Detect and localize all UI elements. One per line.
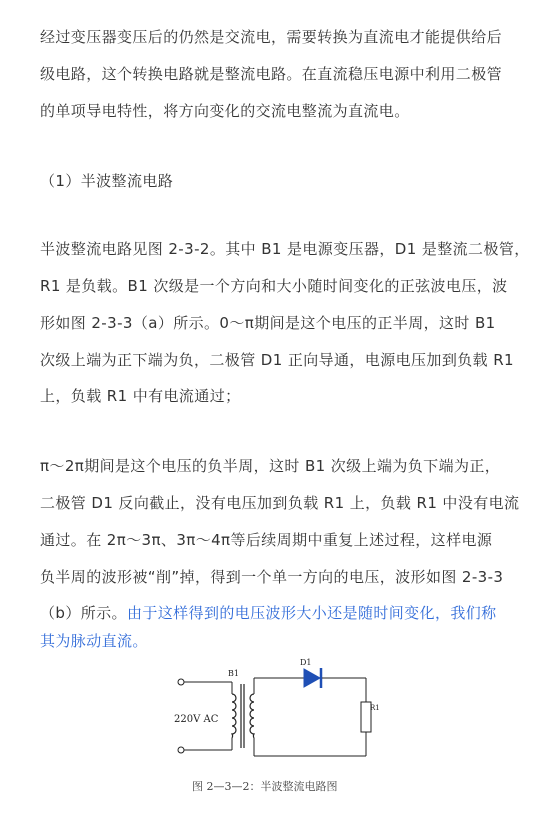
- input-terminal-top: [178, 679, 184, 685]
- secondary-coil: [250, 694, 254, 738]
- highlight-text: 由于这样得到的电压波形大小还是随时间变化，我们称: [126, 604, 497, 622]
- para2-line-1: π～2π期间是这个电压的负半周，这时 B1 次级上端为负下端为正，: [40, 457, 501, 475]
- figure-caption: 图 2—3—2：半波整流电路图: [192, 780, 338, 793]
- d1-label: D1: [300, 658, 312, 667]
- para2-line-4: 负半周的波形被“削”掉，得到一个单一方向的电压，波形如图 2-3-3: [40, 568, 504, 586]
- para2-line-2: 二极管 D1 反向截止，没有电压加到负载 R1 上，负载 R1 中没有电流: [40, 494, 520, 512]
- b1-label: B1: [228, 669, 239, 678]
- input-terminal-bottom: [178, 747, 184, 753]
- para1-line-3: 形如图 2-3-3（a）所示。0～π期间是这个电压的正半周，这时 B1: [40, 314, 496, 332]
- para1-line-5: 上，负载 R1 中有电流通过；: [40, 387, 241, 405]
- intro-line-2: 级电路，这个转换电路就是整流电路。在直流稳压电源中利用二极管: [40, 65, 503, 83]
- para2-line-6-highlight: 其为脉动直流。: [40, 632, 148, 650]
- intro-line-1: 经过变压器变压后的仍然是交流电，需要转换为直流电才能提供给后: [40, 28, 503, 46]
- para2-line-5-text: （b）所示。: [40, 604, 127, 622]
- para1-line-2: R1 是负载。B1 次级是一个方向和大小随时间变化的正弦波电压，波: [40, 277, 508, 295]
- r1-label: R1: [370, 704, 380, 712]
- ac-source-label: 220V AC: [174, 714, 219, 725]
- intro-line-3: 的单项导电特性，将方向变化的交流电整流为直流电。: [40, 102, 410, 120]
- diode-symbol: [304, 669, 320, 687]
- para1-line-1: 半波整流电路见图 2-3-2。其中 B1 是电源变压器，D1 是整流二极管，: [40, 240, 530, 258]
- primary-coil: [232, 694, 236, 738]
- para1-line-4: 次级上端为正下端为负，二极管 D1 正向导通，电源电压加到负载 R1: [40, 351, 514, 369]
- half-wave-rectifier-diagram: [170, 652, 380, 772]
- para2-line-3: 通过。在 2π～3π、3π～4π等后续周期中重复上述过程，这样电源: [40, 531, 493, 549]
- section-heading: （1）半波整流电路: [40, 172, 174, 190]
- para2-line-5: [40, 602, 497, 623]
